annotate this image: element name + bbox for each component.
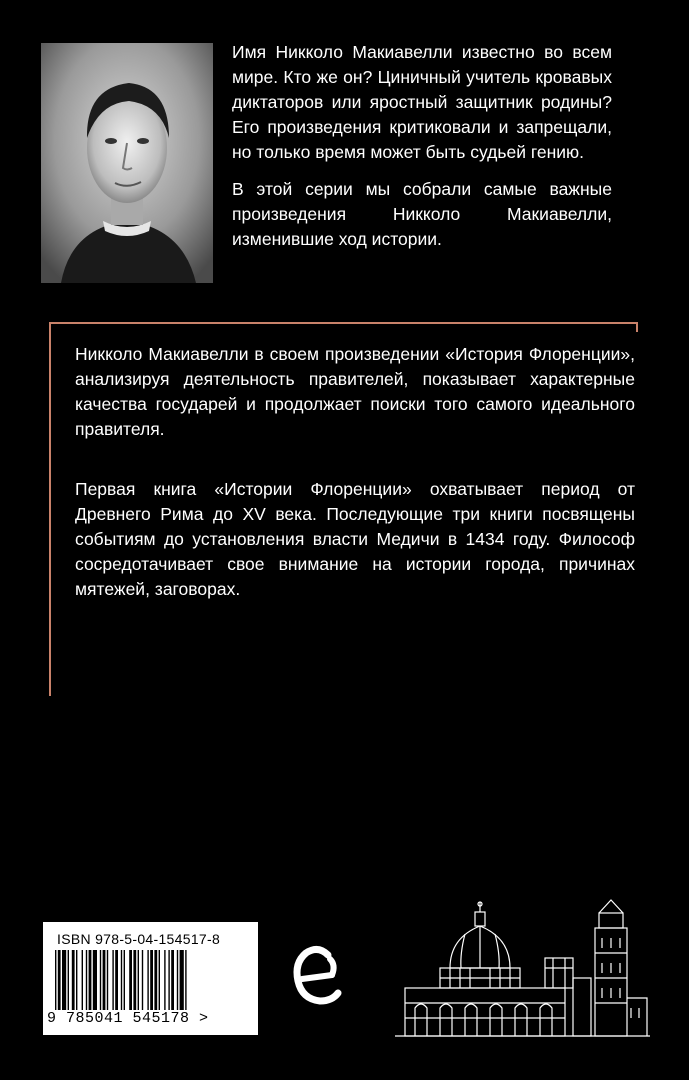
intro-paragraph-1: Имя Никколо Макиавелли известно во всем мире. Кто же он? Циничный учитель кровавых диктаторов или яростный защитник родины? Его произведения критиковали и запрещали, но только время может быть судьей гению. [232,42,612,162]
barcode-bar [171,950,174,1010]
barcode-bar [121,950,122,1010]
barcode-bar [154,950,157,1010]
barcode-bars [55,950,245,1010]
barcode-bar [150,950,153,1010]
description-paragraph-2: Первая книга «Истории Флоренции» охватывает период от Древнего Рима до XV века. Последующие три книги посвящены событиям до установления власти Медичи в 1434 году. Философ сосредотачивает свое внимание на истории города, причинах мятежей, заговорах. [75,479,635,599]
barcode-bar [107,950,108,1010]
barcode-digits: 9 785041 545178 > [47,1010,209,1027]
barcode-bar [76,950,77,1010]
barcode-bar [138,950,139,1010]
barcode-bar [168,950,169,1010]
florence-skyline-icon [395,898,650,1038]
barcode-bar [180,950,184,1010]
barcode-bar [58,950,61,1010]
barcode-bar [164,950,165,1010]
barcode-bar [89,950,92,1010]
barcode-bar [112,950,113,1010]
publisher-logo-icon [288,937,346,1017]
barcode-bar [68,950,69,1010]
barcode-bar [93,950,97,1010]
barcode-bar [185,950,186,1010]
description-paragraph-1: Никколо Макиавелли в своем произведении «История Флоренции», анализируя деятельность правителей, показывает характерные качества государей и продолжает поиски того самого идеального правителя. [75,344,635,439]
barcode-bar [133,950,136,1010]
barcode-bar [103,950,106,1010]
intro-paragraph-2: В этой серии мы собрали самые важные произведения Никколо Макиавелли, изменившие ход истории. [232,179,612,249]
barcode-bar [147,950,148,1010]
barcode-bar [55,950,56,1010]
barcode-bar [177,950,178,1010]
author-portrait [41,43,213,283]
barcode-bar [72,950,75,1010]
description-text-block [75,342,635,637]
intro-text-block [232,40,612,264]
barcode-bar [86,950,87,1010]
barcode-bar [115,950,118,1010]
barcode-box [43,922,258,1035]
barcode-bar [82,950,83,1010]
barcode-bar [159,950,160,1010]
barcode-bar [124,950,125,1010]
barcode-bar [100,950,101,1010]
barcode-bar [62,950,66,1010]
portrait-image [41,43,213,283]
isbn-label: ISBN 978-5-04-154517-8 [57,931,221,947]
barcode-bar [142,950,143,1010]
barcode-bar [129,950,132,1010]
